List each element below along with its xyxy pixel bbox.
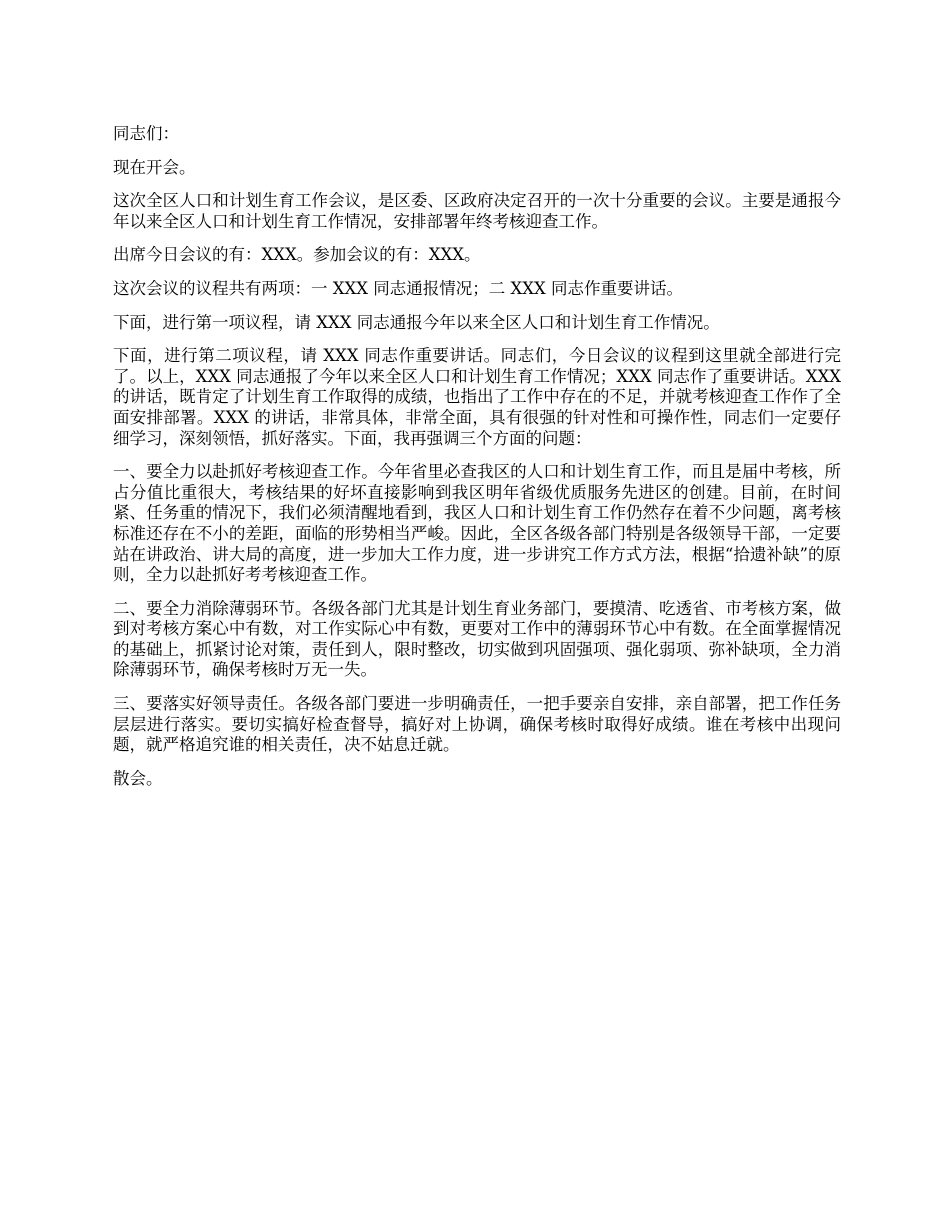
closing-line: 散会。 xyxy=(113,768,163,788)
paragraph-point-one: 一、要全力以赴抓好考核迎查工作。今年省里必查我区的人口和计划生育工作，而且是届中考核，所占分值比重很大，考核结果的好坏直接影响到我区明年省级优质服务先进区的创建。目前，在时间紧、任务重的情况下，我们必须清醒地看到，我区人口和计划生育工作仍然存在着不少问题，离考核标准还存在不小的差距，面临的形势相当严峻。因此，全区各级各部门特别是各级领导干部，一定要站在讲政治、讲大局的高度，进一步加大工作力度，进一步讲究工作方式方法，根据“拾遗补缺”的原则，全力以赴抓好考考核迎查工作。 xyxy=(113,462,841,585)
document-body xyxy=(113,124,841,802)
paragraph-attendees: 出席今日会议的有：XXX。参加会议的有：XXX。 xyxy=(113,245,481,265)
paragraph-point-three: 三、要落实好领导责任。各级各部门要进一步明确责任，一把手要亲自安排，亲自部署，把工作任务层层进行落实。要切实搞好检查督导，搞好对上协调，确保考核时取得好成绩。谁在考核中出现问题，就严格追究谁的相关责任，决不姑息迁就。 xyxy=(113,694,841,755)
paragraph-second-item: 下面，进行第二项议程，请 XXX 同志作重要讲话。同志们，今日会议的议程到这里就全部进行完了。以上，XXX 同志通报了今年以来全区人口和计划生育工作情况；XXX 同志作了重要讲话。XXX 的讲话，既肯定了计划生育工作取得的成绩，也指出了工作中存在的不足，并就考核迎查工作作了全面安排部署。XXX 的讲话，非常具体，非常全面，具有很强的针对性和可操作性，同志们一定要仔细学习，深刻领悟，抓好落实。下面，我再强调三个方面的问题： xyxy=(113,346,841,448)
opening-line: 现在开会。 xyxy=(113,157,196,177)
paragraph-point-two: 二、要全力消除薄弱环节。各级各部门尤其是计划生育业务部门，要摸清、吃透省、市考核方案，做到对考核方案心中有数，对工作实际心中有数，更要对工作中的薄弱环节心中有数。在全面掌握情况的基础上，抓紧讨论对策，责任到人，限时整改，切实做到巩固强项、强化弱项、弥补缺项，全力消除薄弱环节，确保考核时万无一失。 xyxy=(113,598,841,680)
paragraph-meeting-purpose: 这次全区人口和计划生育工作会议，是区委、区政府决定召开的一次十分重要的会议。主要是通报今年以来全区人口和计划生育工作情况，安排部署年终考核迎查工作。 xyxy=(113,191,841,231)
salutation: 同志们： xyxy=(113,124,179,143)
paragraph-agenda: 这次会议的议程共有两项：一 XXX 同志通报情况；二 XXX 同志作重要讲话。 xyxy=(113,278,683,298)
paragraph-first-item: 下面，进行第一项议程，请 XXX 同志通报今年以来全区人口和计划生育工作情况。 xyxy=(113,312,720,332)
